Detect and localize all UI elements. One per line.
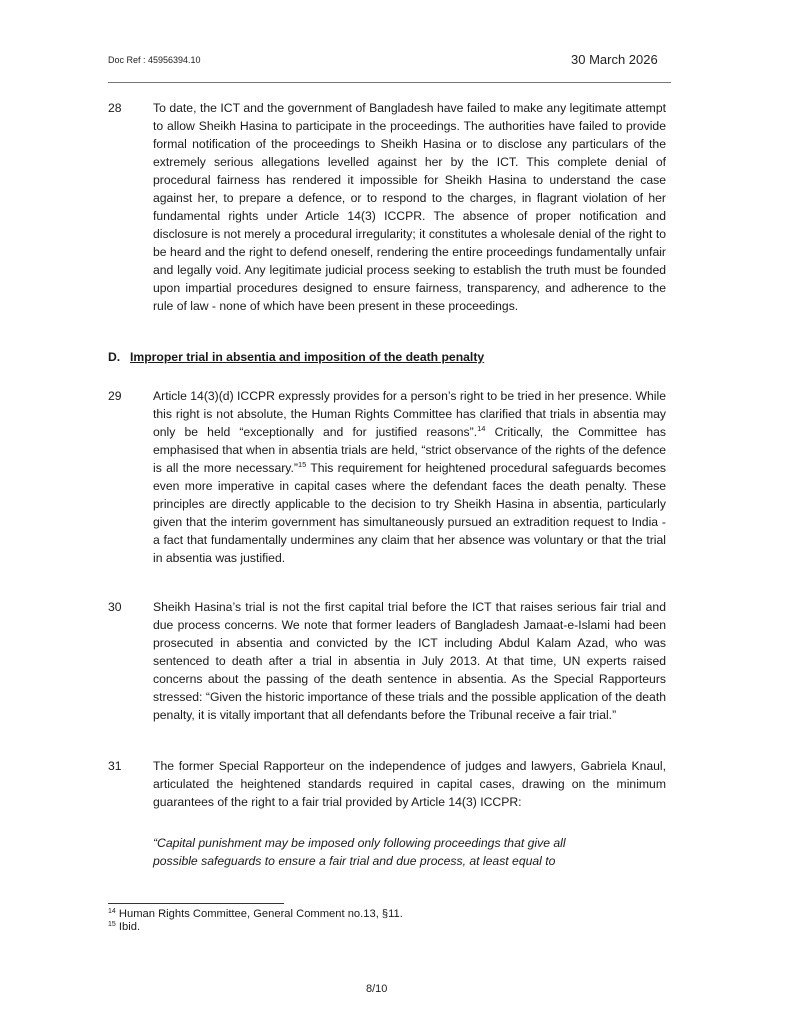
paragraph-30 [108, 598, 666, 724]
header-divider [108, 82, 671, 83]
footnote-text: Ibid. [118, 921, 141, 933]
paragraph-text: Sheikh Hasina’s trial is not the first capital trial before the ICT that raises serious fair trial and due process concerns. We note that former leaders of Bangladesh Jamaat-e-Islami had been prosecuted in absentia and convicted by the ICT including Abdul Kalam Azad, who was sentenced to death after a trial in absentia in July 2013. At that time, UN experts raised concerns about the passing of the death sentence in absentia. As the Special Rapporteurs stressed: “Given the historic importance of these trials and the possible application of the death penalty, it is vitally important that all defendants before the Tribunal receive a fair trial.” [153, 600, 666, 722]
footnote-number: 14 [108, 908, 116, 915]
section-heading-d [108, 350, 484, 364]
paragraph-text [153, 387, 666, 567]
paragraph-number: 30 [108, 600, 122, 614]
footnote-ref-14[interactable]: 14 [477, 424, 486, 433]
page-number: 8/10 [366, 983, 388, 995]
paragraph-text: The former Special Rapporteur on the independence of judges and lawyers, Gabriela Knaul, articulated the heightened standards required in capital cases, drawing on the minimum guarantees of the right to a fair trial provided by Article 14(3) ICCPR: [153, 759, 666, 809]
paragraph-text: To date, the ICT and the government of Bangladesh have failed to make any legitimate attempt to allow Sheikh Hasina to participate in the proceedings. The authorities have failed to provide formal notification of the proceedings to Sheikh Hasina or to disclose any particulars of the extremely serious allegations levelled against her by the ICT. This complete denial of procedural fairness has rendered it impossible for Sheikh Hasina to understand the case against her, to prepare a defence, or to respond to the charges, in flagrant violation of her fundamental rights under Article 14(3) ICCPR. The absence of proper notification and disclosure is not merely a procedural irregularity; it constitutes a wholesale denial of the right to be heard and the right to defend oneself, rendering the entire proceedings fundamentally unfair and legally void. Any legitimate judicial process seeking to establish the truth must be founded upon impartial procedures designed to ensure fairness, transparency, and adherence to the rule of law - none of which have been present in these proceedings. [153, 101, 666, 313]
quote-line: “Capital punishment may be imposed only following proceedings that give all [153, 836, 566, 850]
document-date: 30 March 2026 [571, 52, 658, 67]
text-segment: This requirement for heightened procedural safeguards becomes even more imperative in capital cases where the defendant faces the death penalty. These principles are directly applicable to the decision to try Sheikh Hasina in absentia, particularly given that the interim government has simultaneously pursued an extradition request to India - a fact that fundamentally undermines any claim that her absence was voluntary or that the trial in absentia was justified. [153, 461, 666, 565]
footnote-text: Human Rights Committee, General Comment no.13, §11. [118, 908, 403, 920]
paragraph-number: 29 [108, 389, 122, 403]
footnote-14 [108, 908, 403, 921]
block-quote [153, 834, 633, 870]
footnote-15 [108, 921, 403, 934]
quote-line: possible safeguards to ensure a fair trial and due process, at least equal to [153, 854, 556, 868]
section-title: Improper trial in absentia and imposition of the death penalty [130, 350, 485, 364]
paragraph-number: 28 [108, 101, 122, 115]
footnote-number: 15 [108, 921, 116, 928]
paragraph-number: 31 [108, 759, 122, 773]
text-segment: Article 14(3)(d) ICCPR expressly provides for a person’s right to be tried in her presence. While this right is not absolute, the Human Rights Committee has clarified that trials in absentia may only be held “exceptionally and for justified reasons”. [153, 389, 666, 439]
paragraph-28 [108, 99, 666, 315]
text-segment: Critically, the Committee has emphasised that when in absentia trials are held, “strict observance of the rights of the defence is all the more necessary.” [153, 425, 667, 475]
footnotes [108, 908, 403, 934]
footnote-ref-15[interactable]: 15 [297, 460, 307, 469]
doc-reference: Doc Ref : 45956394.10 [108, 55, 201, 65]
section-letter: D. [108, 350, 121, 364]
paragraph-29 [108, 387, 666, 567]
footnote-divider [108, 903, 284, 904]
paragraph-31 [108, 757, 666, 811]
